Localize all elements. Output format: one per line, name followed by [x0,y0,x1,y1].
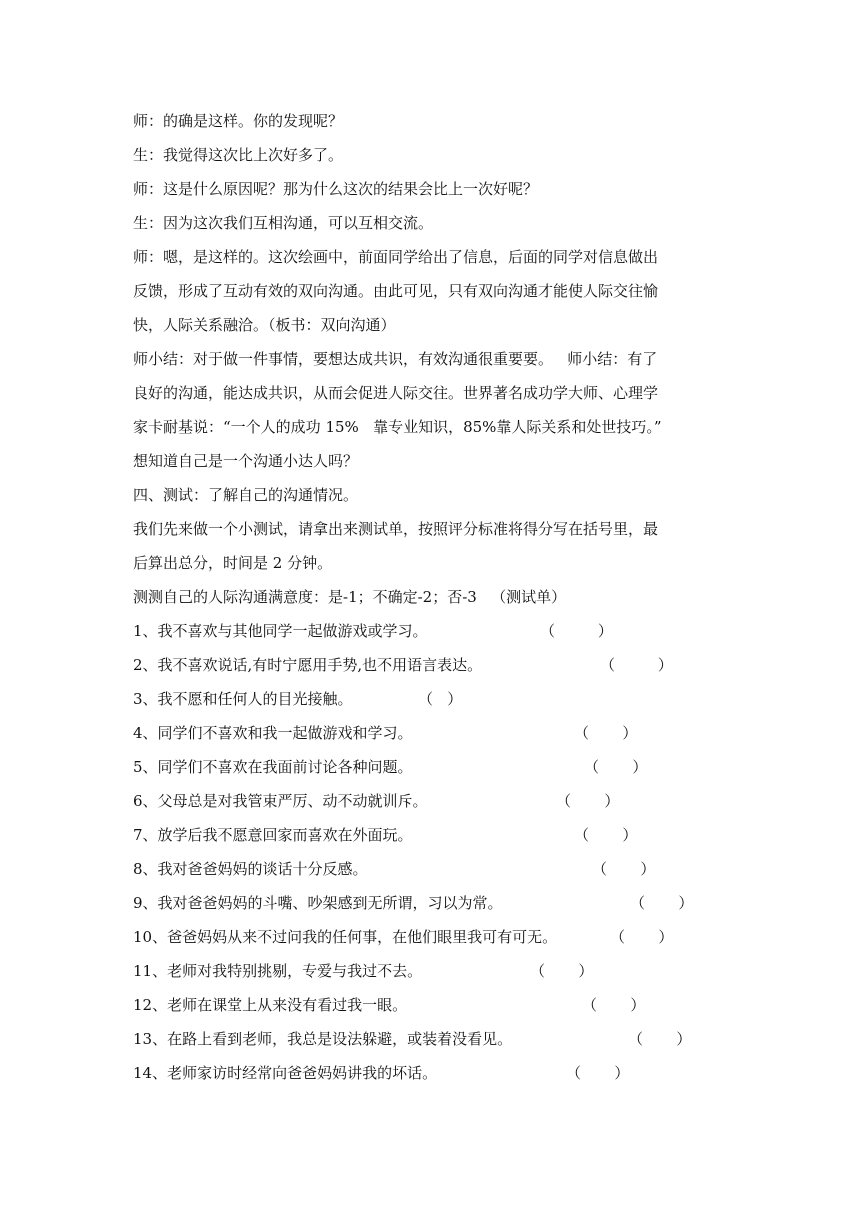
answer-blank-12: （ ） [582,996,646,1014]
paragraph-1-line-1: 师：嗯，是这样的。这次绘画中，前面同学给出了信息，后面的同学对信息做出 [133,248,659,266]
answer-blank-11: （ ） [530,962,594,980]
paragraph-1-line-2: 反馈，形成了互动有效的双向沟通。由此可见，只有双向沟通才能使人际交往愉 [133,282,659,300]
test-item-3: 3、我不愿和任何人的目光接触。 [133,690,353,708]
answer-blank-3: （ ） [418,690,463,708]
section-heading: 四、测试：了解自己的沟通情况。 [133,486,359,504]
dialogue-line-2: 生：我觉得这次比上次好多了。 [133,146,344,164]
answer-blank-1: （ ） [540,622,613,640]
dialogue-line-4: 生：因为这次我们互相沟通，可以互相交流。 [133,214,434,232]
test-item-12: 12、老师在课堂上从来没有看过我一眼。 [133,996,408,1014]
answer-blank-8: （ ） [592,860,656,878]
answer-blank-14: （ ） [566,1064,630,1082]
test-item-9: 9、我对爸爸妈妈的斗嘴、吵架感到无所谓，习以为常。 [133,894,503,912]
test-item-2: 2、我不喜欢说话,有时宁愿用手势,也不用语言表达。 [133,656,483,674]
paragraph-2-line-2: 良好的沟通，能达成共识，从而会促进人际交往。世界著名成功学大师、心理学 [133,384,659,402]
paragraph-2-line-1: 师小结：对于做一件事情，要想达成共识，有效沟通很重要要。 师小结：有了 [133,350,658,368]
test-item-13: 13、在路上看到老师，我总是设法躲避，或装着没看见。 [133,1030,513,1048]
test-item-14: 14、老师家访时经常向爸爸妈妈讲我的坏话。 [133,1064,438,1082]
test-item-1: 1、我不喜欢与其他同学一起做游戏或学习。 [133,622,428,640]
answer-blank-9: （ ） [630,894,694,912]
test-header: 测测自己的人际沟通满意度：是-1；不确定-2；否-3 （测试单） [133,588,567,606]
answer-blank-6: （ ） [556,792,620,810]
answer-blank-13: （ ） [628,1030,692,1048]
answer-blank-2: （ ） [600,656,673,674]
answer-blank-7: （ ） [574,826,638,844]
test-item-4: 4、同学们不喜欢和我一起做游戏和学习。 [133,724,413,742]
answer-blank-4: （ ） [574,724,638,742]
test-item-11: 11、老师对我特别挑剔，专爱与我过不去。 [133,962,423,980]
dialogue-line-3: 师：这是什么原因呢？那为什么这次的结果会比上一次好呢？ [133,180,539,198]
test-item-10: 10、爸爸妈妈从来不过问我的任何事，在他们眼里我可有可无。 [133,928,558,946]
intro-line-1: 我们先来做一个小测试，请拿出来测试单，按照评分标准将得分写在括号里，最 [133,520,659,538]
paragraph-1-line-3: 快，人际关系融洽。（板书：双向沟通） [133,316,396,334]
paragraph-2-line-4: 想知道自己是一个沟通小达人吗？ [133,452,359,470]
test-item-6: 6、父母总是对我管束严厉、动不动就训斥。 [133,792,428,810]
intro-line-2: 后算出总分，时间是 2 分钟。 [133,554,333,572]
test-item-5: 5、同学们不喜欢在我面前讨论各种问题。 [133,758,413,776]
dialogue-line-1: 师：的确是这样。你的发现呢？ [133,112,344,130]
test-item-7: 7、放学后我不愿意回家而喜欢在外面玩。 [133,826,413,844]
paragraph-2-line-3: 家卡耐基说：“一个人的成功 15% 靠专业知识，85%靠人际关系和处世技巧。” [133,418,662,436]
answer-blank-10: （ ） [610,928,674,946]
answer-blank-5: （ ） [584,758,648,776]
test-item-8: 8、我对爸爸妈妈的谈话十分反感。 [133,860,368,878]
